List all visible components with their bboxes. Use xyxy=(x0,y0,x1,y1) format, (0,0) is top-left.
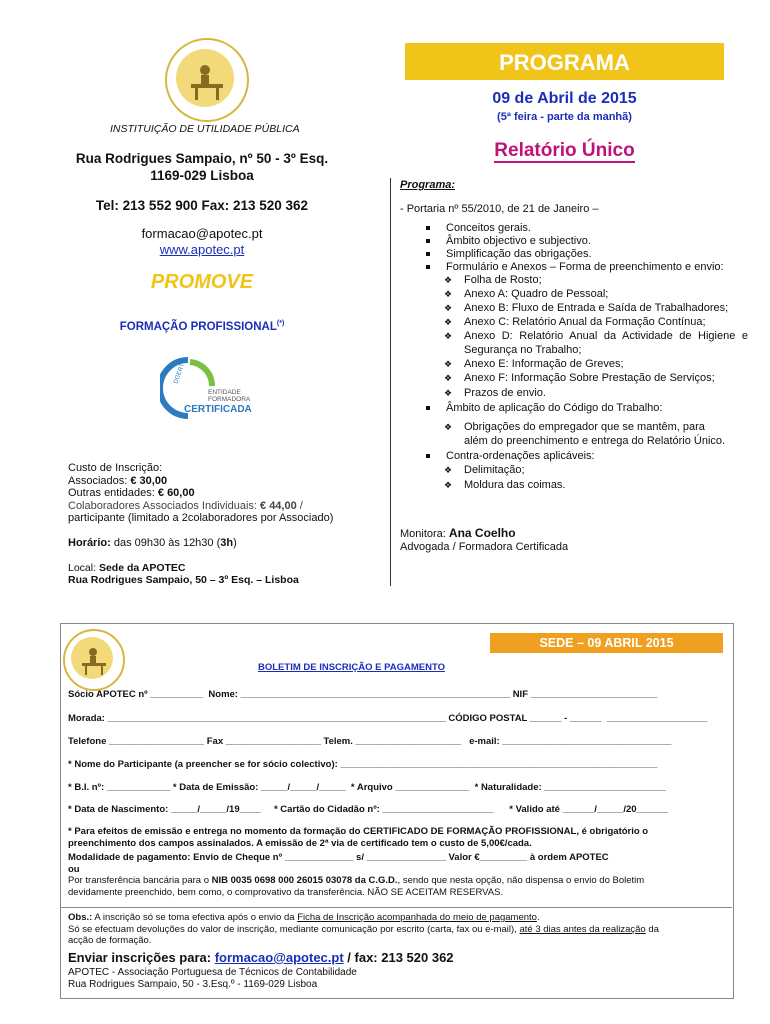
form-line-socio[interactable]: Sócio APOTEC nº __________ Nome: ___________________________________________________ NIF ________________________ xyxy=(68,689,658,700)
cert-line3: CERTIFICADA xyxy=(184,404,252,415)
send-to xyxy=(68,950,454,965)
cert-brand: DGERT xyxy=(173,362,187,385)
obs3: acção de formação. xyxy=(68,935,152,946)
horario-close: ) xyxy=(233,537,237,549)
list-item: Formulário e Anexos – Forma de preenchimento e envio: xyxy=(446,261,724,273)
monitora-name: Ana Coelho xyxy=(448,526,516,540)
form-line-participante[interactable]: * Nome do Participante (a preencher se for sócio colectivo): ____________________________________________________________ xyxy=(68,759,658,770)
event-date: 09 de Abril de 2015 xyxy=(492,90,637,107)
email-text: formacao@apotec.pt xyxy=(141,226,263,241)
send-email-link[interactable]: formacao@apotec.pt xyxy=(214,950,344,965)
pricing-block xyxy=(68,462,388,525)
payment-block xyxy=(68,852,724,898)
form-title: BOLETIM DE INSCRIÇÃO E PAGAMENTO xyxy=(258,662,446,673)
colab-rest: / xyxy=(296,499,303,512)
desk-figure-icon xyxy=(167,40,247,120)
note-line1: * Para efeitos de emissão e entrega no momento da formação do CERTIFICADO DE FORMAÇÃO PROFISSIONAL, é obrigatório o xyxy=(68,826,649,837)
obs1a: A inscrição só se toma efectiva após o envio da xyxy=(92,912,298,923)
obs2b: até 3 dias antes da realização xyxy=(519,923,646,935)
monitora-role: Advogada / Formadora Certificada xyxy=(400,541,569,553)
address xyxy=(52,150,352,184)
custo-label: Custo de Inscrição: xyxy=(68,462,163,474)
send-label: Enviar inscrições para: xyxy=(68,950,215,965)
list-item: Simplificação das obrigações. xyxy=(446,248,592,260)
payment-note: devidamente preenchido, bem como, o comprovativo da transferência. NÃO SE ACEITAM RESERVAS. xyxy=(68,886,504,898)
monitora-label: Monitora: xyxy=(400,528,449,540)
outras-value: € 60,00 xyxy=(157,487,195,499)
portaria-line: - Portaria nº 55/2010, de 21 de Janeiro – xyxy=(400,203,599,215)
location xyxy=(68,562,299,586)
local-address: Rua Rodrigues Sampaio, 50 – 3º Esq. – Lisboa xyxy=(68,574,299,586)
cert-line2: FORMADORA xyxy=(208,396,251,403)
note-line2: preenchimento dos campos assinalados. A emissão de 2ª via de certificado tem o custo de 5,00€/cada. xyxy=(68,837,532,849)
obs-label: Obs.: xyxy=(68,912,93,923)
apotec-logo-small xyxy=(63,629,125,691)
local-value: Sede da APOTEC xyxy=(98,562,186,574)
formacao-sup: (*) xyxy=(276,320,285,327)
certification-logo xyxy=(160,356,270,426)
sub-list-item: ❖ Anexo C: Relatório Anual da Formação Contínua; xyxy=(464,316,706,329)
nib-number: NIB 0035 0698 000 26015 03078 da C.G.D. xyxy=(211,875,398,886)
footer-line2: Rua Rodrigues Sampaio, 50 - 3.Esq.º - 1169-029 Lisboa xyxy=(68,979,318,990)
sub-list-item: ❖ Anexo B: Fluxo de Entrada e Saída de Trabalhadores; xyxy=(464,302,728,315)
horario-hours: 3h xyxy=(220,537,234,549)
sub-list-item: ❖ Anexo A: Quadro de Pessoal; xyxy=(464,288,608,301)
sub-list-item: ❖ Anexo F: Informação Sobre Prestação de Serviços; xyxy=(464,372,715,385)
apotec-logo xyxy=(165,38,249,122)
obs1b: Ficha de Inscrição acompanhada do meio de pagamento xyxy=(297,912,537,923)
list-item: Âmbito objectivo e subjectivo. xyxy=(446,235,591,247)
sub-list-item: ❖ Folha de Rosto; xyxy=(464,274,542,287)
institution-label: INSTITUIÇÃO DE UTILIDADE PÚBLICA xyxy=(110,123,300,135)
sub-list-item-cont: além do preenchimento e entrega do Relatório Único. xyxy=(464,435,726,447)
certified-entity-icon xyxy=(160,356,270,426)
obs2a: Só se efectuam devoluções do valor de inscrição, mediante comunicação por escrito (carta, fax ou e-mail), xyxy=(68,923,520,935)
sub-list-item: ❖ Moldura das coimas. xyxy=(464,479,566,492)
sub-list-item: ❖ Anexo D: Relatório Anual da Actividade de Higiene e xyxy=(464,330,748,343)
sub-list-item: ❖ Obrigações do empregador que se mantêm, para xyxy=(464,421,705,434)
colab-line2: participante (limitado a 2colaboradores por Associado) xyxy=(68,512,334,524)
sede-banner: SEDE – 09 ABRIL 2015 xyxy=(490,633,723,653)
programa-label: Programa: xyxy=(400,179,456,191)
form-line-bi[interactable]: * B.I. nº: ____________ * Data de Emissão: _____/_____/_____ * Arquivo ______________ * Naturalidade: _______________________ xyxy=(68,782,666,793)
pay2a: Por transferência bancária para o xyxy=(68,875,212,886)
desk-figure-icon xyxy=(65,631,123,689)
form-line-morada[interactable]: Morada: ________________________________________________________________ CÓDIGO POSTAL ______ - ______ ___________________ xyxy=(68,713,708,724)
form-separator xyxy=(60,907,732,908)
schedule xyxy=(68,537,237,549)
list-item: Conceitos gerais. xyxy=(446,222,531,234)
obs2c: da xyxy=(645,923,659,935)
certificate-note xyxy=(68,826,724,849)
pay2c: , sendo que nesta opção, não dispensa o envio do Boletim xyxy=(397,875,645,886)
monitora xyxy=(400,526,516,540)
course-title-text: Relatório Único xyxy=(494,140,635,161)
payment-transfer xyxy=(68,875,724,887)
colab-value: € 44,00 xyxy=(260,499,297,512)
address-line1: Rua Rodrigues Sampaio, nº 50 - 3º Esq. xyxy=(75,151,329,166)
form-line-contacts[interactable]: Telefone __________________ Fax __________________ Telem. ____________________ e-mail: ________________________________ xyxy=(68,736,672,747)
address-line2: 1169-029 Lisboa xyxy=(150,168,254,183)
list-item: Âmbito de aplicação do Código do Trabalho: xyxy=(446,402,663,414)
phone-fax: Tel: 213 552 900 Fax: 213 520 362 xyxy=(95,198,309,213)
footer xyxy=(68,967,357,991)
obs1c: . xyxy=(536,912,540,923)
sub-list-item: ❖ Prazos de envio. xyxy=(464,387,546,400)
obs-block xyxy=(68,912,724,947)
column-divider xyxy=(390,178,391,586)
cert-line1: ENTIDADE xyxy=(208,389,241,396)
payment-cheque[interactable]: Modalidade de pagamento: Envio de Cheque nº _____________ s/ _______________ Valor €_________ à ordem APOTEC xyxy=(68,852,609,863)
promove-heading: PROMOVE xyxy=(150,271,254,293)
programa-banner: PROGRAMA xyxy=(405,43,724,80)
event-date-sub: (5ª feira - parte da manhã) xyxy=(497,111,632,123)
sub-list-item: ❖ Anexo E: Informação de Greves; xyxy=(464,358,624,371)
send-fax: / fax: 213 520 362 xyxy=(343,950,454,965)
list-item: Contra-ordenações aplicáveis: xyxy=(446,450,595,462)
course-title xyxy=(405,140,724,162)
horario-label: Horário: xyxy=(68,537,111,549)
website-link[interactable]: www.apotec.pt xyxy=(159,242,245,257)
outras-label: Outras entidades: xyxy=(68,487,158,499)
colab-label: Colaboradores Associados Individuais: xyxy=(68,499,261,512)
form-line-nascimento[interactable]: * Data de Nascimento: _____/_____/19____ * Cartão do Cidadão nº: _____________________ * Valido até ______/_____/20______ xyxy=(68,804,669,815)
local-label: Local: xyxy=(68,562,99,574)
formacao-text: FORMAÇÃO PROFISSIONAL xyxy=(119,320,277,333)
formacao-heading xyxy=(52,320,352,333)
payment-or: ou xyxy=(68,863,80,875)
footer-line1: APOTEC - Associação Portuguesa de Técnicos de Contabilidade xyxy=(68,967,357,978)
horario-text: das 09h30 às 12h30 ( xyxy=(110,537,221,549)
associados-value: € 30,00 xyxy=(130,474,168,487)
associados-label: Associados: xyxy=(68,474,131,487)
sub-list-item: ❖ Delimitação; xyxy=(464,464,525,477)
sub-list-item-cont: Segurança no Trabalho; xyxy=(464,344,582,356)
